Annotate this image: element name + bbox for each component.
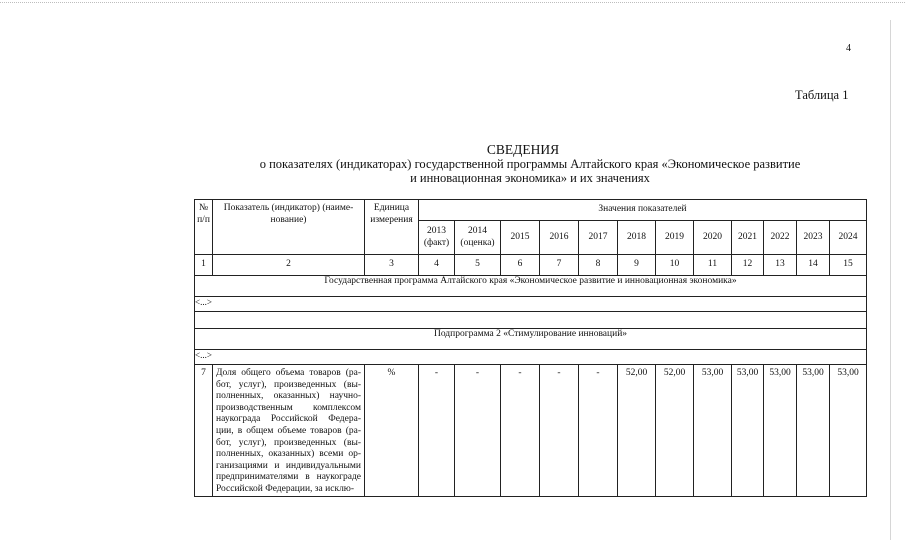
value-cell: - (455, 365, 501, 497)
header-unit: Единица измерения (365, 200, 419, 255)
column-number: 11 (694, 255, 732, 276)
header-values: Значения показателей (419, 200, 867, 221)
header-year: 2015 (501, 221, 540, 255)
unit-cell: % (365, 365, 419, 497)
ellipsis-row-1 (195, 297, 867, 312)
header-year: 2017 (579, 221, 618, 255)
value-cell: - (419, 365, 455, 497)
value-cell: 52,00 (618, 365, 656, 497)
column-number: 14 (797, 255, 830, 276)
column-number: 7 (540, 255, 579, 276)
indicator-description: Доля общего объема товаров (ра-бот, услуг), произведенных (вы-полненных, оказанных) научно-производственным комплексом наукограда Российской Федера-ции, в общем объеме товаров (ра-бот, услуг), произведенных (вы-полненных, оказанных) всеми ор-ганизациями и индивидуальными предпринимателями в наукограде Российской Федерации, за исклю- (213, 365, 365, 497)
header-year: 2014 (оценка) (455, 221, 501, 255)
header-indicator: Показатель (индикатор) (наиме-нование) (213, 200, 365, 255)
value-cell: 53,00 (694, 365, 732, 497)
value-cell: 53,00 (732, 365, 764, 497)
column-number: 13 (764, 255, 797, 276)
indicators-table (194, 199, 867, 497)
value-cell: 52,00 (656, 365, 694, 497)
scan-top-edge (0, 2, 905, 3)
header-year: 2023 (797, 221, 830, 255)
header-year: 2013 (факт) (419, 221, 455, 255)
value-cell: 53,00 (764, 365, 797, 497)
document-subtitle (180, 157, 880, 185)
header-year: 2020 (694, 221, 732, 255)
column-number: 10 (656, 255, 694, 276)
program-row (195, 276, 867, 297)
header-num: № п/п (195, 200, 213, 255)
page-number: 4 (846, 43, 851, 54)
column-number: 15 (830, 255, 867, 276)
scan-right-edge (890, 20, 891, 540)
column-number: 2 (213, 255, 365, 276)
value-cell: - (540, 365, 579, 497)
table-label: Таблица 1 (795, 88, 849, 102)
header-year: 2022 (764, 221, 797, 255)
header-year: 2021 (732, 221, 764, 255)
subprogram-title: Подпрограмма 2 «Стимулирование инноваций» (195, 329, 867, 350)
value-cell: - (579, 365, 618, 497)
header-year: 2016 (540, 221, 579, 255)
ellipsis-row-2 (195, 350, 867, 365)
column-number: 6 (501, 255, 540, 276)
program-title: Государственная программа Алтайского края «Экономическое развитие и инновационная экономика» (195, 276, 867, 297)
column-number: 9 (618, 255, 656, 276)
row-number: 7 (195, 365, 213, 497)
ellipsis-text: <...> (195, 350, 867, 365)
header-year: 2024 (830, 221, 867, 255)
column-numbers-row (195, 255, 867, 276)
subprogram-row (195, 329, 867, 350)
column-number: 3 (365, 255, 419, 276)
header-year: 2019 (656, 221, 694, 255)
value-cell: 53,00 (830, 365, 867, 497)
spacer-row (195, 312, 867, 329)
column-number: 5 (455, 255, 501, 276)
column-number: 1 (195, 255, 213, 276)
value-cell: 53,00 (797, 365, 830, 497)
header-year: 2018 (618, 221, 656, 255)
value-cell: - (501, 365, 540, 497)
document-title: СВЕДЕНИЯ (486, 142, 560, 157)
column-number: 8 (579, 255, 618, 276)
column-number: 12 (732, 255, 764, 276)
ellipsis-text: <...> (195, 297, 867, 312)
subtitle-line-2: и инновационная экономика» и их значениях (410, 171, 650, 185)
column-number: 4 (419, 255, 455, 276)
subtitle-line-1: о показателях (индикаторах) государственной программы Алтайского края «Экономическое развитие (259, 157, 801, 171)
table-row (195, 365, 867, 497)
spacer-cell (195, 312, 867, 329)
